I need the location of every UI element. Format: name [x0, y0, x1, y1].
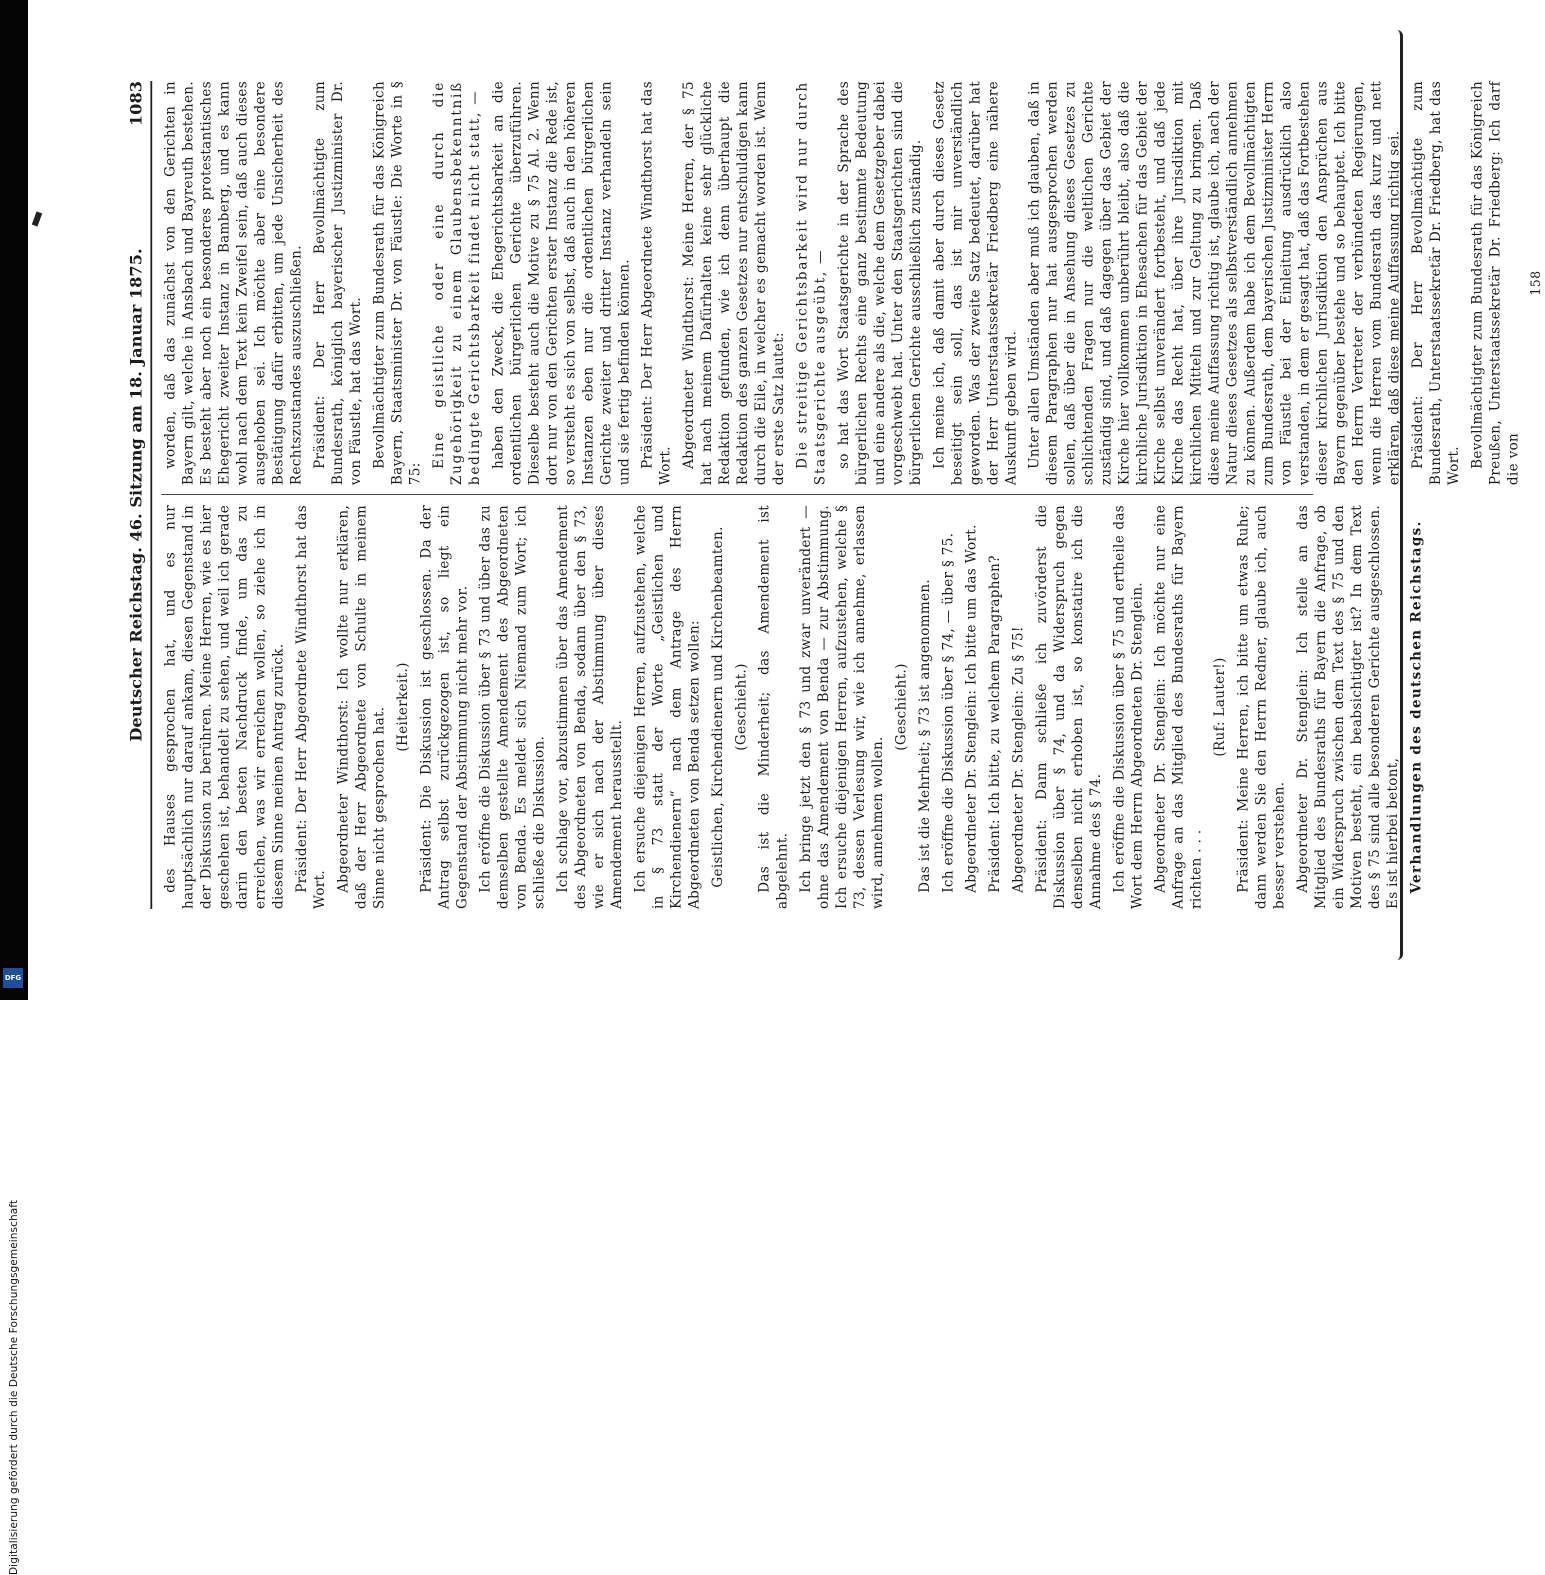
column-right — [161, 81, 1544, 486]
paragraph: Ich eröffne die Diskussion über § 73 und über das zu demselben gestellte Amendement des Abgeordneten von Benda. Es meldet sich Niemand zum Wort; ich schließe die Diskussion. — [477, 504, 548, 909]
paragraph: Präsident: Ich bitte, zu welchem Paragraphen? — [986, 555, 1003, 893]
paragraph: Ich bringe jetzt den § 73 und zwar unverändert — ohne das Amendement von Benda — zur Abstimmung. Ich ersuche diejenigen Herren, aufzustehen, welche § 73, dessen Verlesung wir, wie ich annehme, erlassen wird, annehmen wollen. — [797, 504, 886, 909]
paragraph: Bevollmächtigter zum Bundesrath für das Königreich Bayern, Staatsminister Dr. von Fäustle: Die Worte in § 75: — [370, 81, 424, 486]
reichstag-caption: Verhandlungen des deutschen Reichstags. — [1407, 520, 1424, 894]
paragraph: Geistlichen, Kirchendienern und Kirchenbeamten. — [709, 526, 726, 888]
paragraph: (Heiterkeit.) — [394, 662, 411, 752]
footer-strip — [0, 600, 28, 1575]
paragraph: Ich schlage vor, abzustimmen über das Amendement des Abgeordneten von Benda, sodann über den § 73, wie er sich nach der Abstimmung über dieses Amendement herausstellt. — [554, 504, 625, 909]
paragraph: Präsident: Dann schließe ich zuvörderst die Diskussion über § 74, und da Widerspruch gegen denselben nicht erhoben ist, so konstatire ich die Annahme des § 74. — [1033, 504, 1104, 909]
paragraph: des Hauses gesprochen hat, und es nur hauptsächlich nur darauf ankam, diesen Gegenstand in der Diskussion zu berühren. Meine Herren, wie es hier geschehen ist, behandelt zu sehen, und weil ich gerade darin den besten Nachdruck finde, um das zu erreichen, was wir erreichen wollen, so ziehe ich in diesem Sinne meinen Antrag zurück. — [162, 504, 287, 909]
paragraph: Präsident: Meine Herren, ich bitte um etwas Ruhe; dann werden Sie den Herrn Redner, glaube ich, auch besser verstehen. — [1234, 504, 1288, 909]
paragraph: Abgeordneter Dr. Stenglein: Ich bitte um das Wort. — [963, 524, 980, 893]
column-divider — [161, 494, 1313, 495]
paragraph: Präsident: Der Herr Bevollmächtigte zum Bundesrath, königlich bayerischer Justizminister Dr. von Fäustle, hat das Wort. — [311, 81, 364, 486]
column-left — [161, 504, 1424, 909]
header-title: Deutscher Reichstag. 46. Sitzung am 18. Januar 1875. — [127, 248, 146, 742]
paragraph: Präsident: Der Herr Abgeordnete Windthorst hat das Wort. — [639, 81, 674, 486]
paragraph: Präsident: Der Herr Bevollmächtigte zum Bundesrath, Unterstaatssekretär Dr. Friedberg, hat das Wort. — [1409, 81, 1462, 486]
paragraph: Unter allen Umständen aber muß ich glauben, daß in diesem Paragraphen nur hat ausgesprochen werden sollen, daß über die in Ansehung dieses Gesetzes zu schlichtenden Fragen nur die weltlichen Gerichte zuständig sind, und daß dagegen über das Gebiet der Kirche hier vollkommen unberührt bleibt, also daß die kirchliche Jurisdiktion in Ehesachen für das Gebiet der Kirche selbst unverändert fortbesteht, und daß jede Kirche das Recht hat, über ihre Jurisdiktion mit kirchlichen Mitteln und zur Geltung zu bringen. Daß diese meine Auffassung richtig ist, glaube ich, nach der Natur dieses Gesetzes als selbstverständlich annehmen zu können. Außerdem habe ich dem Bevollmächtigten zum Bundesrath, dem bayerischen Justizminister Herrn von Fäustle bei der Einleitung ausdrücklich also verstanden, in dem er gesagt hat, daß das Fortbestehen dieser kirchlichen Jurisdiktion den Ansprüchen aus Bayern gegenüber bestehe und so behauptet. Ich bitte den Herrn Vertreter der verbündeten Regierungen, wenn die Herren vom Bundesrath das kurz und nett erklären, daß diese meine Auffassung richtig sei. — [1026, 81, 1403, 486]
paragraph: Abgeordneter Dr. Stenglein: Ich möchte nur eine Anfrage an das Mitglied des Bundesraths für Bayern richten . . . — [1152, 504, 1205, 909]
paragraph: (Geschieht.) — [732, 663, 749, 751]
dfg-funding-notice: Digitalisierung gefördert durch die Deutsche Forschungsgemeinschaft — [8, 1199, 20, 1575]
quoted-passage: Eine geistliche oder eine durch die Zugehörigkeit zu einem Glaubensbekenntniß bedingte Gerichtsbarkeit findet nicht statt, — — [430, 81, 483, 486]
paragraph: Abgeordneter Windthorst: Meine Herren, der § 75 hat nach meinem Dafürhalten keine sehr glückliche Redaktion gefunden, wie ich denn überhaupt die Redaktion des ganzen Gesetzes nur entschuldigen kann durch die Eile, in welcher es gemacht worden ist. Wenn der erste Satz lautet: — [680, 81, 787, 486]
paragraph: Abgeordneter Dr. Stenglein: Ich stelle an das Mitglied des Bundesraths für Bayern die Anfrage, ob ein Widerspruch zwischen dem Text des § 75 und den Motiven besteht, ein beabsichtigter ist? In dem Text des § 75 sind alle besonderen Gerichte ausgeschlossen. Es ist hierbei betont, — [1294, 504, 1401, 909]
paragraph: Abgeordneter Windthorst: Ich wollte nur erklären, daß der Herr Abgeordnete von Schulte in meinem Sinne nicht gesprochen hat. — [334, 504, 388, 909]
page-number: 1083 — [127, 81, 146, 127]
scanned-page — [60, 30, 1544, 960]
dfg-logo: DFG — [3, 968, 23, 988]
paragraph: (Ruf: Lauter!) — [1211, 657, 1228, 757]
paragraph: Ich meine ich, daß damit aber durch dieses Gesetz beseitigt sein soll, das ist mir unverständlich geworden. Was der zweite Satz bedeutet, darüber hat der Herr Unterstaatssekretär Friedberg eine nähere Auskunft geben wird. — [930, 81, 1019, 486]
paragraph: Abgeordneter Dr. Stenglein: Zu § 75! — [1009, 626, 1027, 893]
paragraph: Bevollmächtigter zum Bundesrath für das Königreich Preußen, Unterstaatssekretär Dr. Friedberg: Ich darf die von — [1468, 81, 1522, 486]
paragraph: Das ist die Mehrheit; § 73 ist angenommen. — [916, 578, 933, 893]
scan-speck — [32, 211, 42, 226]
paragraph: haben den Zweck, die Ehegerichtsbarkeit an die ordentlichen bürgerlichen Gerichte überzuführen. Dieselbe besteht auch die Motive zu § 75 Al. 2. Wenn dort nur von den Gerichten erster Instanz die Rede ist, so versteht es sich von selbst, daß auch in den höheren Instanzen eben nur die ordentlichen bürgerlichen Gerichte zweiter und dritter Instanz verhandeln sein und sie fertig befinden können. — [489, 81, 632, 486]
paragraph: Ich eröffne die Diskussion über § 74, — über § 75. — [939, 532, 956, 893]
paragraph: so hat das Wort Staatsgerichte in der Sprache des bürgerlichen Rechts eine ganz bestimmte Bedeutung und eine andere als die, welche dem Gesetzgeber dabei vorgeschwebt hat. Unter den Staatsgerichten sind die bürgerlichen Gerichte ausschließlich zuständig. — [835, 81, 924, 486]
running-header — [127, 81, 152, 909]
paragraph: worden, daß das zunächst von den Gerichten in Bayern gilt, welche in Ansbach und Bayreuth bestehen. Es besteht aber noch ein besonderes protestantisches Ehegericht zweiter Instanz in Bamberg, und es kann wohl nach dem Text kein Zweifel sein, daß auch dieses ausgehoben sei. Ich möchte aber eine besondere Bestätigung dafür erbitten, um jede Unsicherheit des Rechtszustandes auszuschließen. — [162, 81, 305, 486]
quoted-passage: Die streitige Gerichtsbarkeit wird nur durch Staatsgerichte ausgeübt, — — [793, 81, 829, 486]
folio-number: 158 — [1529, 270, 1544, 296]
text-columns — [161, 81, 1544, 909]
paragraph: Ich ersuche diejenigen Herren, aufzustehen, welche in § 73 statt der Worte „Geistlichen und Kirchendienern“ nach dem Antrage des Herrn Abgeordneten von Benda setzen wollen: — [631, 504, 703, 909]
document-page — [100, 45, 1544, 945]
paragraph: Das ist die Minderheit; das Amendement ist abgelehnt. — [756, 504, 791, 909]
paragraph: Präsident: Die Diskussion ist geschlossen. Da der Antrag selbst zurückgezogen ist, so liegt ein Gegenstand der Abstimmung nicht mehr vor. — [417, 504, 470, 909]
paragraph: Präsident: Der Herr Abgeordnete Windthorst hat das Wort. — [293, 504, 328, 909]
paragraph: Ich eröffne die Diskussion über § 75 und ertheile das Wort dem Herrn Abgeordneten Dr. Stenglein. — [1110, 504, 1145, 909]
paragraph: (Geschieht.) — [892, 663, 910, 751]
